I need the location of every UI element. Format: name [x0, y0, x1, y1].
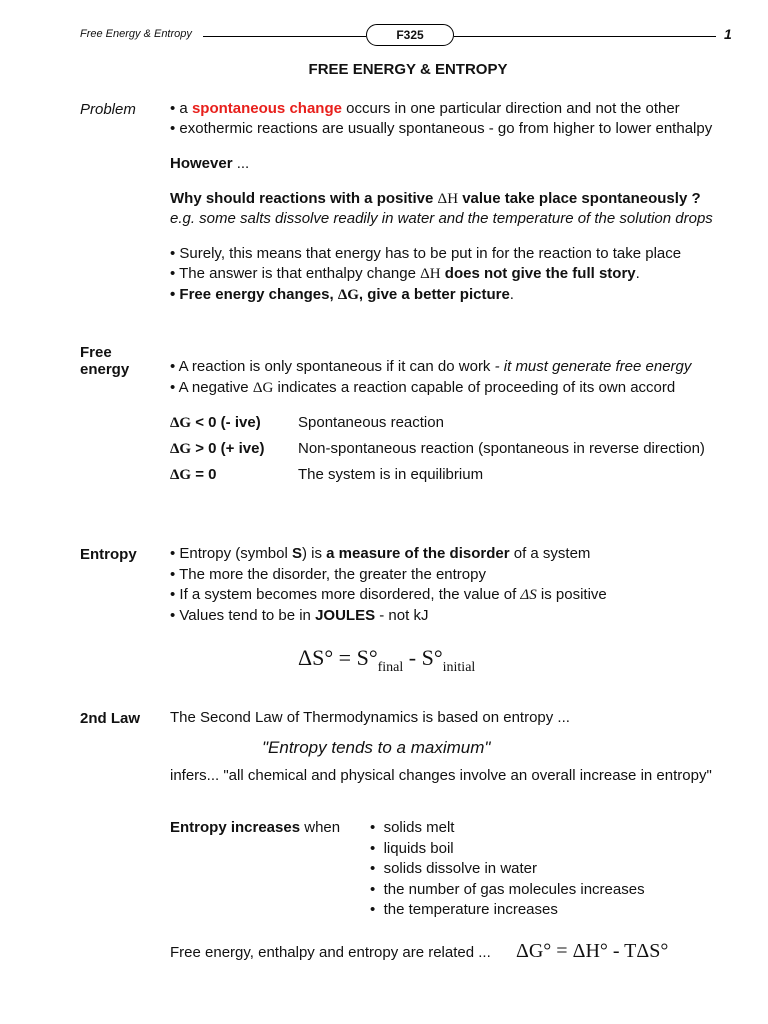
- answer-bullet: [170, 264, 640, 284]
- entropy-increases-label: [170, 818, 340, 838]
- entropy-bullet-4: [170, 606, 428, 626]
- eq-mid: - S°: [403, 645, 443, 670]
- relation-text: Free energy, enthalpy and entropy are related ...: [170, 944, 491, 961]
- text: • Entropy (symbol: [170, 545, 292, 562]
- list-item: • liquids boil: [370, 839, 454, 857]
- text: • The answer is that enthalpy change: [170, 265, 421, 282]
- problem-bullet-1: [170, 99, 680, 119]
- entropy-increase-list: [370, 818, 645, 921]
- text: is positive: [536, 586, 607, 603]
- problem-bullet-2: • exothermic reactions are usually spontaneous - go from higher to lower enthalpy: [170, 120, 713, 137]
- text: .: [509, 286, 514, 303]
- text: = 0: [191, 466, 217, 483]
- dg-row-3-condition: [170, 465, 217, 485]
- text: the temperature increases: [383, 901, 558, 918]
- label-line-1: Free: [80, 344, 112, 361]
- gibbs-equation: ΔG° = ΔH° - TΔS°: [516, 940, 669, 962]
- section-label-problem: Problem: [80, 101, 136, 118]
- text: < 0 (- ive): [191, 414, 261, 431]
- header-rule-right: [454, 36, 716, 37]
- text: • a: [170, 100, 192, 117]
- text: • A negative: [170, 379, 253, 396]
- delta-g-symbol: ΔG: [252, 380, 274, 396]
- second-law-infers: infers... "all chemical and physical changes involve an overall increase in entropy": [170, 767, 712, 784]
- however-line: [170, 154, 249, 174]
- text: solids melt: [383, 819, 455, 836]
- why-question: [170, 189, 701, 209]
- example-line: e.g. some salts dissolve readily in water and the temperature of the solution drops: [170, 210, 713, 227]
- eq-sub-initial: initial: [442, 660, 476, 675]
- delta-g-symbol: ΔG: [170, 441, 192, 457]
- text: , give a better picture: [358, 286, 510, 303]
- header-rule-left: [203, 36, 366, 37]
- text: Entropy increases: [170, 819, 301, 836]
- delta-h-symbol: ΔH: [420, 266, 441, 282]
- delta-s-symbol: ΔS: [520, 587, 537, 603]
- delta-g-symbol: ΔG: [337, 287, 359, 303]
- course-badge: F325: [366, 24, 454, 46]
- delta-g-symbol: ΔG: [170, 415, 192, 431]
- second-law-quote: "Entropy tends to a maximum": [262, 738, 491, 757]
- delta-g-symbol: ΔG: [170, 467, 192, 483]
- free-energy-bullet: [170, 285, 514, 305]
- entropy-equation: [298, 644, 475, 682]
- dg-row-1-condition: [170, 413, 261, 433]
- page-title: FREE ENERGY & ENTROPY: [308, 61, 508, 78]
- text: value take place spontaneously ?: [458, 190, 701, 207]
- text: .: [635, 265, 640, 282]
- entropy-bullet-1: [170, 544, 590, 564]
- text: - not kJ: [375, 607, 429, 624]
- text: a measure of the disorder: [326, 545, 510, 562]
- list-item: • solids melt: [370, 819, 455, 836]
- text: • If a system becomes more disordered, the value of: [170, 586, 521, 603]
- text: indicates a reaction capable of proceeding of its own accord: [273, 379, 676, 396]
- text: • Free energy changes,: [170, 286, 338, 303]
- text: the number of gas molecules increases: [383, 880, 645, 898]
- eq-lhs: ΔS° = S°: [298, 645, 378, 670]
- page-number: 1: [724, 26, 732, 42]
- entropy-bullet-2: • The more the disorder, the greater the entropy: [170, 566, 486, 583]
- entropy-bullet-3: [170, 585, 607, 605]
- text: > 0 (+ ive): [191, 440, 265, 457]
- free-energy-bullet-2: [170, 378, 675, 398]
- list-item: • the temperature increases: [370, 901, 558, 918]
- section-label-free-energy: [80, 344, 129, 378]
- surely-bullet: • Surely, this means that energy has to be put in for the reaction to take place: [170, 245, 682, 262]
- text: - it must generate free energy: [494, 358, 692, 375]
- text: • A reaction is only spontaneous if it can do work: [170, 358, 495, 375]
- text: ...: [232, 155, 250, 172]
- text: • Values tend to be in: [170, 607, 316, 624]
- spontaneous-change-term: spontaneous change: [191, 100, 342, 117]
- list-item: • the number of gas molecules increases: [370, 880, 645, 898]
- text: ) is: [301, 545, 327, 562]
- list-item: • solids dissolve in water: [370, 860, 537, 877]
- text: occurs in one particular direction and not the other: [341, 100, 680, 117]
- dg-row-2-condition: [170, 439, 264, 459]
- dg-row-2-desc: Non-spontaneous reaction (spontaneous in reverse direction): [298, 440, 705, 457]
- eq-sub-final: final: [377, 660, 404, 675]
- dg-row-1-desc: Spontaneous reaction: [298, 414, 444, 431]
- label-line-2: energy: [80, 361, 130, 378]
- text: JOULES: [315, 607, 376, 624]
- text: liquids boil: [383, 839, 454, 857]
- second-law-intro: The Second Law of Thermodynamics is based on entropy ...: [170, 709, 570, 726]
- header-left: Free Energy & Entropy: [80, 28, 192, 40]
- text: S: [291, 545, 302, 562]
- free-energy-bullet-1: [170, 357, 691, 377]
- however-bold: However: [170, 155, 233, 172]
- dg-row-3-desc: The system is in equilibrium: [298, 466, 484, 483]
- section-label-second-law: 2nd Law: [80, 710, 141, 727]
- section-label-entropy: Entropy: [80, 546, 137, 563]
- text: Why should reactions with a positive: [170, 190, 438, 207]
- text: solids dissolve in water: [383, 860, 537, 877]
- full-story-bold: does not give the full story: [440, 265, 636, 282]
- text: when: [300, 819, 341, 836]
- delta-h-symbol: ΔH: [437, 191, 459, 207]
- text: of a system: [509, 545, 591, 562]
